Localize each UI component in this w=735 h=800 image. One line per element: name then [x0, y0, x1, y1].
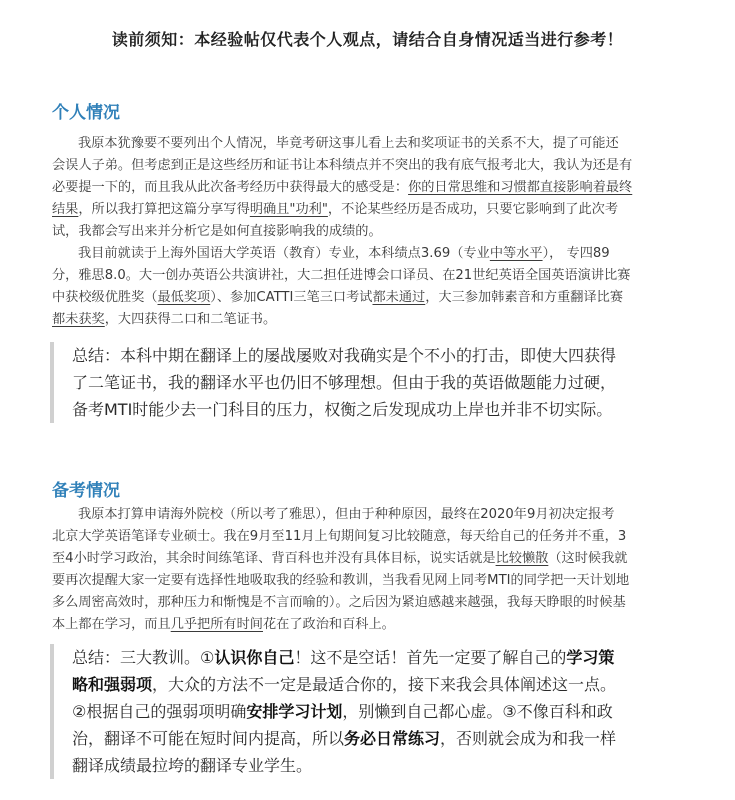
- text-line: 我原本犹豫要不要列出个人情况，毕竟考研这事儿看上去和奖项证书的关系不大，提了可能还: [78, 136, 619, 151]
- underlined-text: 比较懒散: [495, 551, 549, 566]
- summary-line: 备考MTI时能少去一门科目的压力，权衡之后发现成功上岸也并非不切实际。: [72, 400, 613, 419]
- section-title-preparation: 备考情况: [52, 481, 120, 501]
- text-line: 要再次提醒大家一定要有选择性地吸取我的经验和教训，当我看见网上同考MTI的同学把一天计划地: [52, 573, 630, 588]
- underlined-text: 你的日常思维和习惯都直接影响着最终: [408, 180, 633, 195]
- summary-line: 翻译成绩最拉垮的翻译专业学生。: [72, 756, 313, 775]
- text-line: 至4小时学习政治，其余时间练笔译、背百科也并没有具体目标，说实话就是比较懒散（这时候我就: [52, 551, 628, 566]
- text-line: 我原本打算申请海外院校（所以考了雅思），但由于种种原因，最终在2020年9月初决定报考: [78, 507, 615, 522]
- bold-text: 略和强弱项: [72, 675, 153, 694]
- text-line: 结果，所以我打算把这篇分享写得明确且"功利"，不论某些经历是否成功，只要它影响到了此次考: [52, 202, 619, 217]
- bold-text: 学习策: [566, 648, 615, 667]
- underlined-text: 几乎把所有时间: [170, 617, 263, 632]
- bold-text: 务必日常练习: [344, 729, 441, 748]
- summary-line: 略和强弱项，大众的方法不一定是最适合你的，接下来我会具体阐述这一点。: [72, 675, 617, 694]
- preparation-paragraph-1: [52, 504, 692, 636]
- text-line: 试，我都会写出来并分析它是如何直接影响我的成绩的。: [52, 224, 382, 239]
- underlined-text: 都未获奖: [52, 312, 105, 327]
- underlined-text: 结果: [52, 202, 79, 217]
- personal-summary-quote: [50, 342, 722, 423]
- underlined-text: 明确且"功利": [249, 202, 328, 217]
- summary-line: 总结：本科中期在翻译上的屡战屡败对我确实是个不小的打击，即使大四获得: [72, 346, 617, 365]
- underlined-text: 中等水平: [489, 246, 543, 261]
- summary-line: 总结：三大教训。①认识你自己！这不是空话！首先一定要了解自己的学习策: [72, 648, 615, 667]
- text-line: 我目前就读于上海外国语大学英语（教育）专业，本科绩点3.69（专业中等水平）， 专四89: [78, 246, 610, 261]
- text-line: 必要提一下的，而且我从此次备考经历中获得最大的感受是：你的日常思维和习惯都直接影响着最终: [52, 180, 633, 195]
- text-line: 多么周密高效时，那种压力和惭愧是不言而喻的）。之后因为紧迫感越来越强，我每天睁眼的时候基: [52, 595, 626, 610]
- summary-line: 治，翻译不可能在短时间内提高，所以务必日常练习，否则就会成为和我一样: [72, 729, 617, 748]
- personal-paragraph-2: [52, 243, 692, 331]
- personal-paragraph-1: [52, 133, 692, 243]
- text-line: 北京大学英语笔译专业硕士。我在9月至11月上旬期间复习比较随意，每天给自己的任务并不重，3: [52, 529, 627, 544]
- reading-notice: 读前须知：本经验帖仅代表个人观点，请结合自身情况适当进行参考！: [111, 30, 624, 49]
- underlined-text: 最低奖项: [157, 290, 211, 305]
- section-title-personal: 个人情况: [52, 103, 120, 123]
- bold-text: 安排学习计划: [246, 702, 343, 721]
- text-line: 都未获奖，大四获得二口和二笔证书。: [52, 312, 277, 327]
- bold-text: 认识你自己: [214, 648, 295, 667]
- underlined-text: 都未通过: [372, 290, 426, 305]
- text-line: 中获校级优胜奖（最低奖项）、参加CATTI三笔三口考试都未通过，大三参加韩素音和方重翻译比赛: [52, 290, 624, 305]
- summary-line: ②根据自己的强弱项明确安排学习计划，别懒到自己都心虚。③不像百科和政: [72, 702, 613, 721]
- preparation-summary-quote: [50, 644, 722, 779]
- text-line: 分，雅思8.0。大一创办英语公共演讲社，大二担任进博会口译员、在21世纪英语全国英语演讲比赛: [52, 268, 631, 283]
- summary-line: 了二笔证书，我的翻译水平也仍旧不够理想。但由于我的英语做题能力过硬，: [72, 373, 617, 392]
- text-line: 会误人子弟。但考虑到正是这些经历和证书让本科绩点并不突出的我有底气报考北大，我认为还是有: [52, 158, 633, 173]
- text-line: 本上都在学习，而且几乎把所有时间花在了政治和百科上。: [52, 617, 395, 632]
